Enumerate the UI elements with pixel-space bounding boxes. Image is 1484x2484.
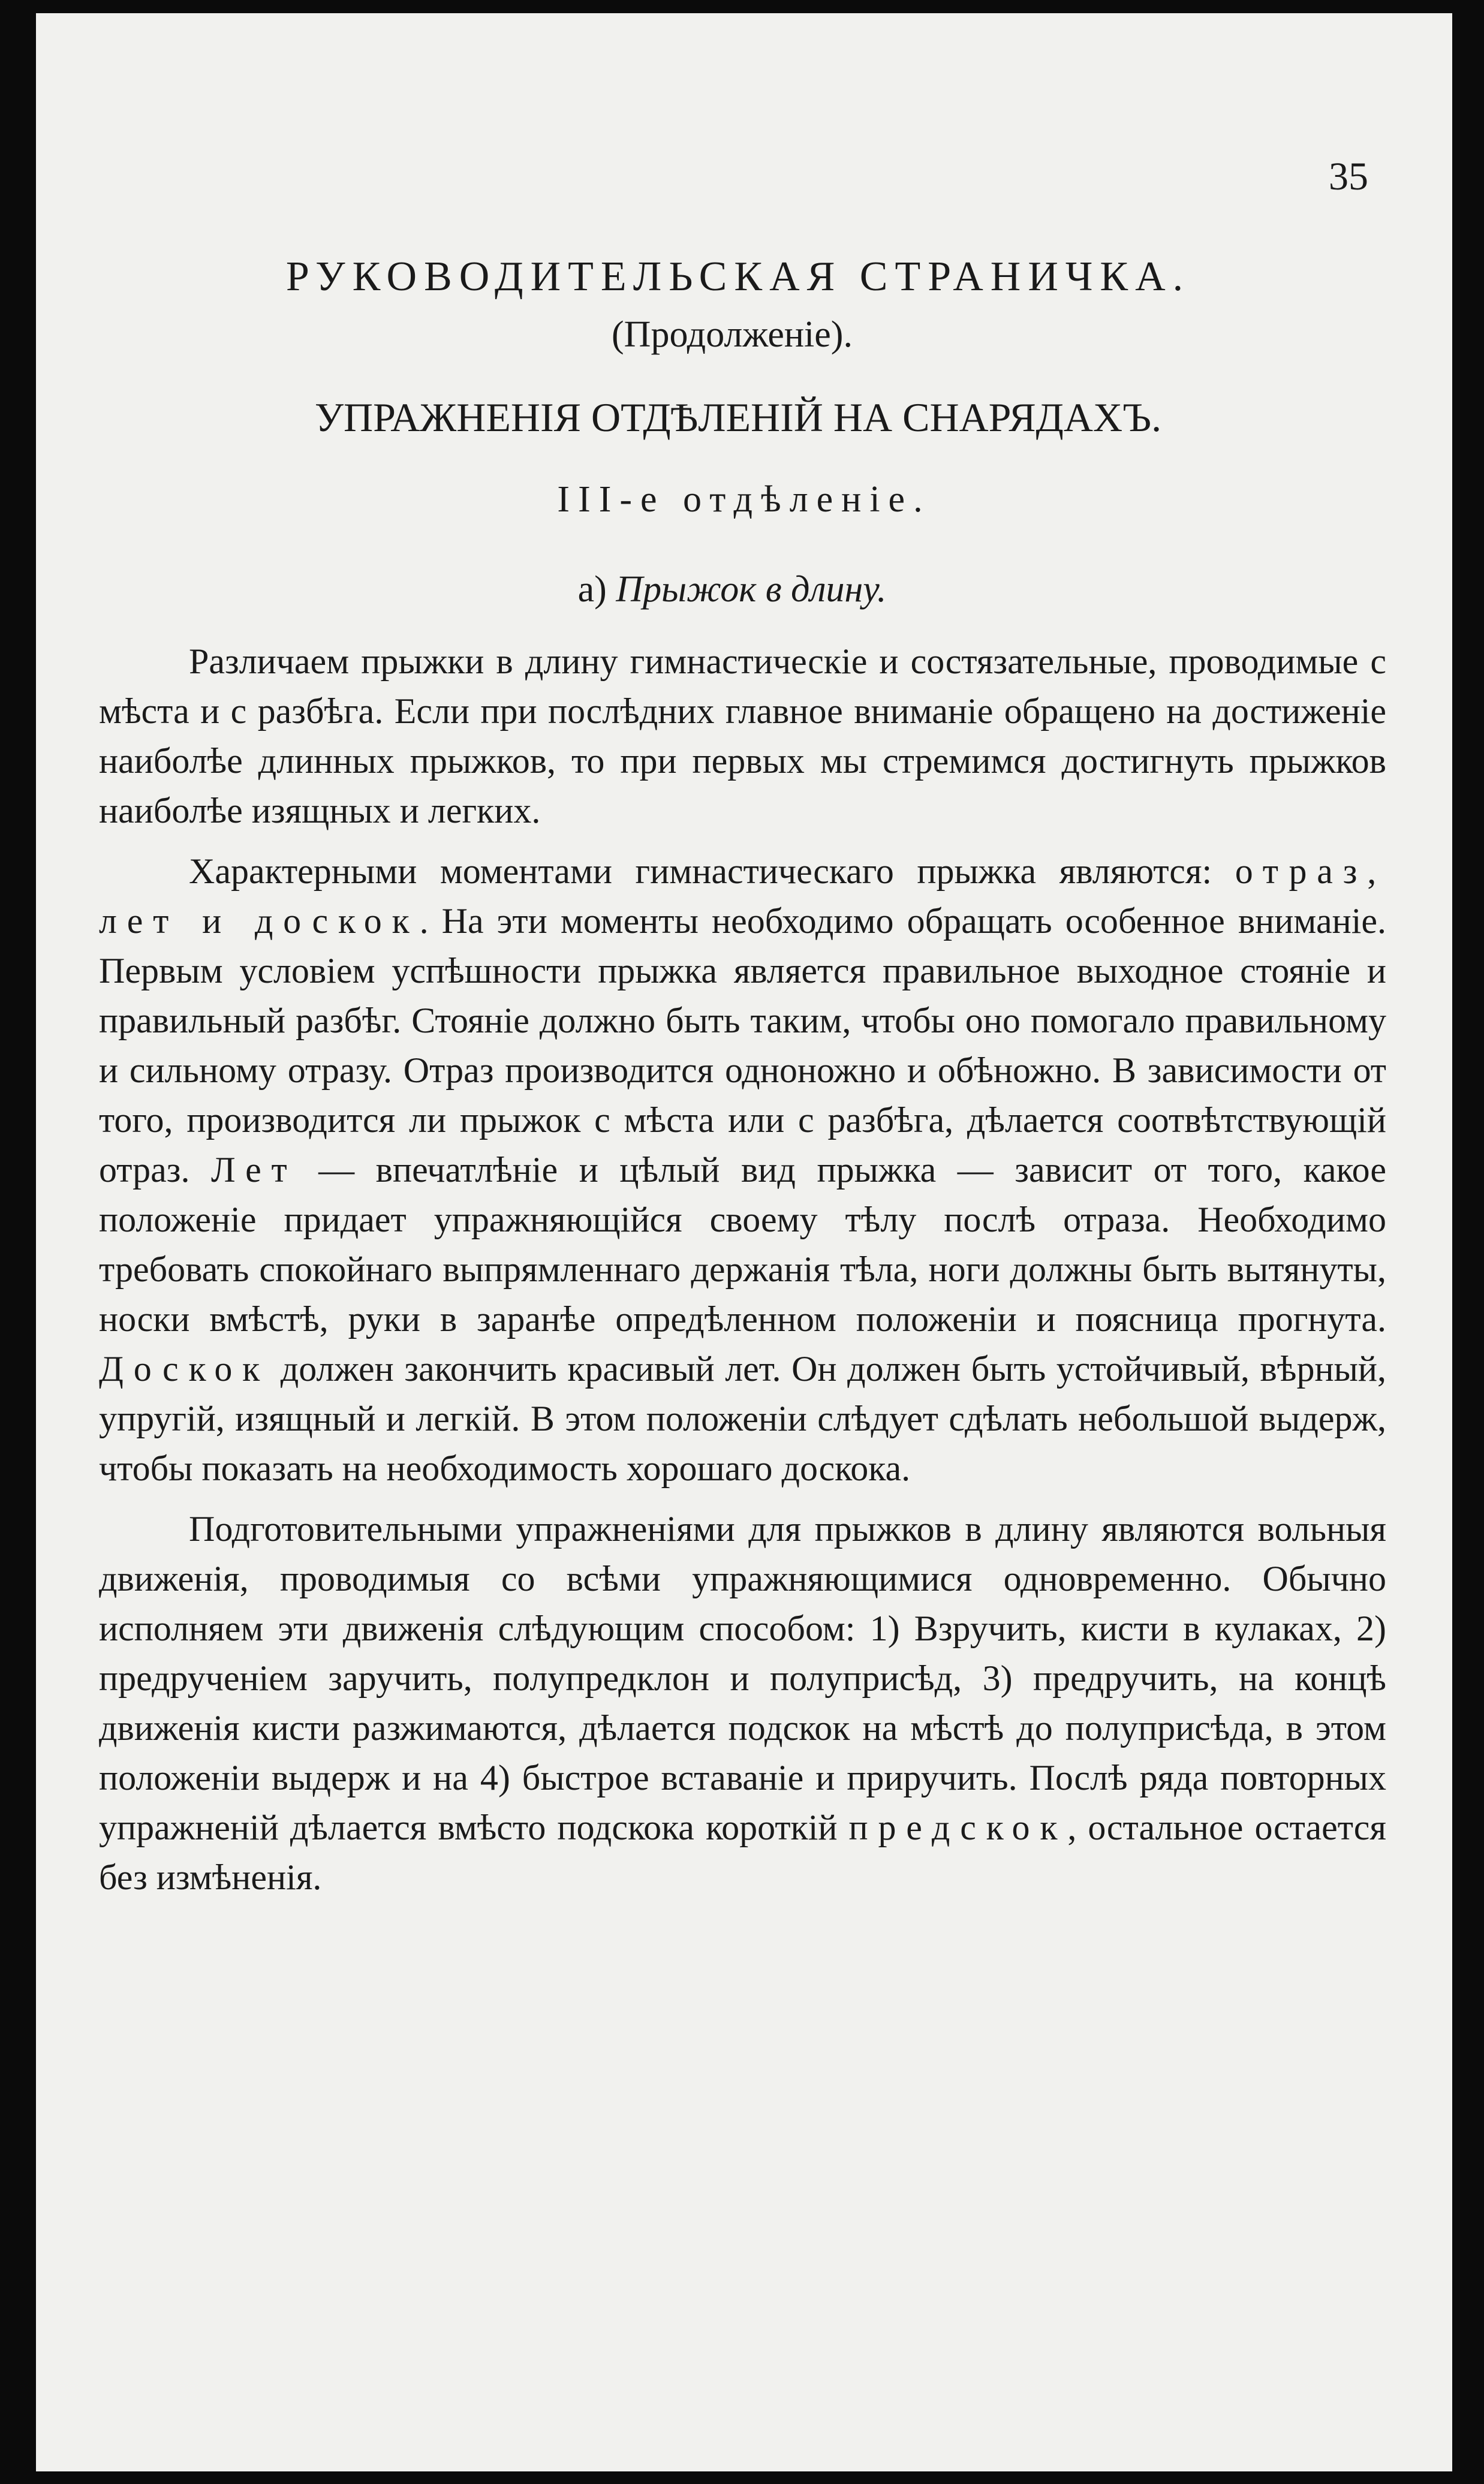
paragraph-2-part-3: — впечатлѣніе и цѣлый вид прыжка — зависит от того, какое положеніе придает упражняющійся своему тѣлу послѣ отраза. Необходимо требовать спокойнаго выпрямленнаго держанія тѣла, ноги должны быть вытянуты, носки вмѣстѣ, руки в заранѣе опредѣленном положеніи и поясница прогнута. bbox=[99, 1150, 1386, 1339]
paragraph-2 bbox=[99, 847, 1386, 1494]
section-subtitle: (Продолженіе). bbox=[612, 314, 853, 355]
paragraph-2-part-2: . На эти моменты необходимо обращать особенное вниманіе. Первым условіем успѣшности прыжка является правильное выходное стояніе и правильный разбѣг. Стояніе должно быть таким, чтобы оно помогало правильному и сильному отразу. Отраз производится одноножно и обѣножно. В зависимости от того, производится ли прыжок с мѣста или с разбѣга, дѣлается соотвѣтствующій отраз. bbox=[99, 901, 1386, 1190]
paragraph-3 bbox=[99, 1504, 1386, 1902]
subheading-text: Прыжок в длину. bbox=[616, 569, 887, 610]
spaced-term-moments: отраз, лет и доскок bbox=[99, 851, 1386, 941]
paragraph-3-part-1: Подготовительными упражненіями для прыжков в длину являются вольныя движенія, проводимыя со всѣми упражняющимися одновременно. Обычно исполняем эти движенія слѣдующим способом: 1) Взручить, кисти в кулаках, 2) предрученіем заручить, полупредклон и полуприсѣд, 3) предручить, на концѣ движенія кисти разжимаются, дѣлается подскок на мѣстѣ до полуприсѣда, в этом положеніи выдерж и на 4) быстрое вставаніе и приручить. Послѣ ряда повторных упражненій дѣлается вмѣсто подскока короткій bbox=[99, 1509, 1386, 1847]
paragraph-3-part-2: , остальное остается без измѣненія. bbox=[99, 1808, 1386, 1897]
subheading-prefix: а) bbox=[577, 569, 616, 610]
paragraph-2-part-1: Характерными моментами гимнастическаго прыжка являются: bbox=[189, 851, 1235, 891]
section-title: РУКОВОДИТЕЛЬСКАЯ СТРАНИЧКА. bbox=[285, 254, 1191, 300]
book-page bbox=[36, 13, 1452, 2471]
chapter-heading: УПРАЖНЕНІЯ ОТДѢЛЕНІЙ НА СНАРЯДАХЪ. bbox=[314, 395, 1162, 440]
exercise-subheading bbox=[36, 571, 1428, 608]
spaced-term-predskok: предскок bbox=[848, 1808, 1068, 1847]
page-number: 35 bbox=[1329, 155, 1368, 198]
spaced-term-doskok: Доскок bbox=[99, 1349, 270, 1389]
spaced-term-let: Лет bbox=[211, 1150, 297, 1190]
division-heading: III-e отдѣленіе. bbox=[557, 479, 931, 520]
paragraph-2-part-4: должен закончить красивый лет. Он должен быть устойчивый, вѣрный, упругій, изящный и легкій. В этом положеніи слѣдует сдѣлать небольшой выдерж, чтобы показать на необходимость хорошаго доскока. bbox=[99, 1349, 1386, 1488]
body-text bbox=[99, 637, 1386, 1913]
paragraph-1: Различаем прыжки в длину гимнастическіе и состязательные, проводимые с мѣста и с разбѣга. Если при послѣдних главное вниманіе обращено на достиженіе наиболѣе длинных прыжков, то при первых мы стремимся достигнуть прыжков наиболѣе изящных и легких. bbox=[99, 642, 1386, 830]
